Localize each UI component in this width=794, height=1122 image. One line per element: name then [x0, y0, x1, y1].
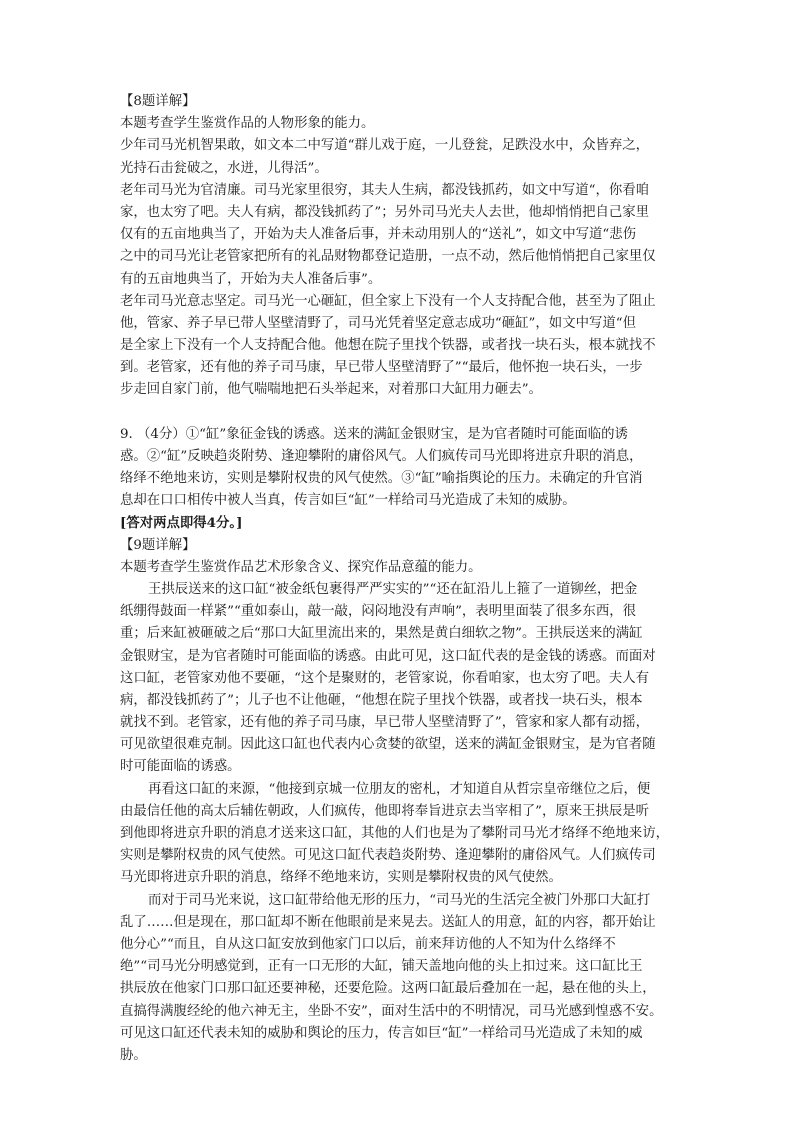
q9-para1-line: 王拱辰送来的这口缸“被金纸包裹得严严实实的”“还在缸沿儿上箍了一道铆丝，把金: [148, 581, 638, 597]
q9-answer-line: 息却在口口相传中被人当真，传言如巨“缸”一样给司马光造成了未知的威胁。: [120, 493, 576, 509]
q9-para1-line: 重；后来缸被砸破之后“那口大缸里流出来的，果然是黄白细软之物”。王拱辰送来的满缸: [120, 626, 643, 642]
section-spacer: [120, 402, 680, 424]
q8-para3-line: 步走回自家门前，他气喘喘地把石头举起来，对着那口大缸用力砸去”。: [120, 382, 542, 398]
q9-para3-line: 绝”“司马光分明感觉到，正有一口无形的大缸，铺天盖地向他的头上扣过来。这口缸比王: [120, 959, 643, 975]
q8-para2-line: 有的五亩地典当了，开始为夫人准备后事”。: [120, 271, 382, 287]
q8-para3-line: 到。老管家，还有他的养子司马康，早已带人坚壁清野了”“最后，他怀抱一块石头，一步: [120, 360, 643, 376]
q9-para3-line: 拱辰放在他家门口那口缸还要神秘，还要危险。这两口缸最后叠加在一起，悬在他的头上，: [120, 981, 656, 997]
q9-para2-line: 实则是攀附权贵的风气使然。可见这口缸代表趋炎附势、逢迎攀附的庸俗风气。人们疯传司: [120, 848, 656, 864]
q9-para1-line: 可见欲望很难克制。因此这口缸也代表内心贪婪的欲望，送来的满缸金银财宝，是为官者随: [120, 737, 656, 753]
q9-para1-line: 纸绷得鼓面一样紧”“重如泰山，敲一敲，闷闷地没有声响”，表明里面装了很多东西，很: [120, 604, 636, 620]
q9-para3-line: 乱了……但是现在，那口缸却不断在他眼前是来晃去。送缸人的用意，缸的内容，都开始让: [120, 914, 656, 930]
q9-para1-line: 时可能面临的诱惑。: [120, 759, 241, 775]
q9-para3-line: 直搞得满腹经纶的他六神无主，坐卧不安”，面对生活中的不明情况，司马光感到惶惑不安。: [120, 1003, 663, 1019]
q9-answer-line: 9. （4分）①“缸”象征金钱的诱惑。送来的满缸金银财宝，是为官者随时可能面临的诱: [120, 426, 628, 442]
q8-intro: 本题考查学生鉴赏作品的人物形象的能力。: [120, 116, 375, 132]
q9-para2-line: 到他即将进京升职的消息才送来这口缸，其他的人们也是为了攀附司马光才络绎不绝地来访，: [120, 826, 670, 841]
q9-intro: 本题考查学生鉴赏作品艺术形象含义、探究作品意蕴的能力。: [120, 559, 482, 575]
q8-para3-line: 是全家上下没有一个人支持配合他。他想在院子里找个铁器，或者找一块石头，根本就找不: [120, 338, 656, 354]
q8-heading: 【8题详解】: [120, 94, 196, 109]
q8-para1-line: 少年司马光机智果敢，如文本二中写道“群儿戏于庭，一儿登瓮，足跌没水中，众皆弃之，: [120, 138, 650, 154]
q9-para3-line: 他分心”“而且，自从这口缸安放到他家门口以后，前来拜访他的人不知为什么络绎不: [120, 936, 616, 952]
q8-para2-line: 家，也太穷了吧。夫人有病，都没钱抓药了”；另外司马光夫人去世，他却悄悄把自己家里: [120, 204, 650, 220]
q8-para2-line: 仅有的五亩地典当了，开始为夫人准备后事，并未动用别人的“送礼”，如文中写道“悲伤: [120, 227, 636, 243]
q9-para3-line: 而对于司马光来说，这口缸带给他无形的压力，“司马光的生活完全被门外那口大缸打: [148, 892, 651, 908]
q9-para3-line: 胁。: [120, 1047, 147, 1063]
document-page: [120, 91, 680, 1067]
q9-answer-line: 惑。②“缸”反映趋炎附势、逢迎攀附的庸俗风气。人们疯传司马光即将进京升职的消息，: [120, 448, 643, 464]
q9-para2-line: 由最信任他的高太后辅佐朝政，人们疯传，他即将奉旨进京去当宰相了”，原来王拱辰是听: [120, 803, 650, 819]
q9-para1-line: 病，都没钱抓药了”；儿子也不让他砸，“他想在院子里找个铁器，或者找一块石头，根本: [120, 692, 643, 708]
q8-para2-line: 之中的司马光让老管家把所有的礼品财物都登记造册，一点不动，然后他悄悄把自己家里仅: [120, 249, 656, 265]
q9-para1-line: 这口缸，老管家劝他不要砸，“这个是聚财的，老管家说，你看咱家，也太穷了吧。夫人有: [120, 670, 650, 686]
q8-para2-line: 老年司马光为官清廉。司马光家里很穷，其夫人生病，都没钱抓药，如文中写道“，你看咱: [120, 182, 650, 198]
q9-scoring-note: [答对两点即得4分。]: [120, 515, 243, 532]
q9-heading: 【9题详解】: [120, 537, 196, 553]
q9-para2-line: 再看这口缸的来源，“他接到京城一位朋友的密札，才知道自从哲宗皇帝继位之后，便: [148, 781, 651, 797]
q8-para1-line: 光持石击瓮破之，水迸，儿得活”。: [120, 160, 328, 176]
q9-para1-line: 就找不到。老管家，还有他的养子司马康，早已带人坚壁清野了”，管家和家人都有动摇，: [120, 715, 650, 731]
q9-para3-line: 可见这口缸还代表未知的威胁和舆论的压力，传言如巨“缸”一样给司马光造成了未知的威: [120, 1025, 643, 1041]
q8-para3-line: 他，管家、养子早已带人坚壁清野了，司马光凭着坚定意志成功“砸缸”，如文中写道“但: [120, 315, 636, 331]
q9-para2-line: 马光即将进京升职的消息，络绎不绝地来访，实则是攀附权贵的风气使然。: [120, 870, 562, 886]
q9-answer-line: 络绎不绝地来访，实则是攀附权贵的风气使然。③“缸”喻指舆论的压力。未确定的升官消: [120, 471, 643, 486]
q8-para3-line: 老年司马光意志坚定。司马光一心砸缸，但全家上下没有一个人支持配合他，甚至为了阻止: [120, 293, 656, 309]
q9-para1-line: 金银财宝，是为官者随时可能面临的诱惑。由此可见，这口缸代表的是金钱的诱惑。而面对: [120, 648, 656, 664]
